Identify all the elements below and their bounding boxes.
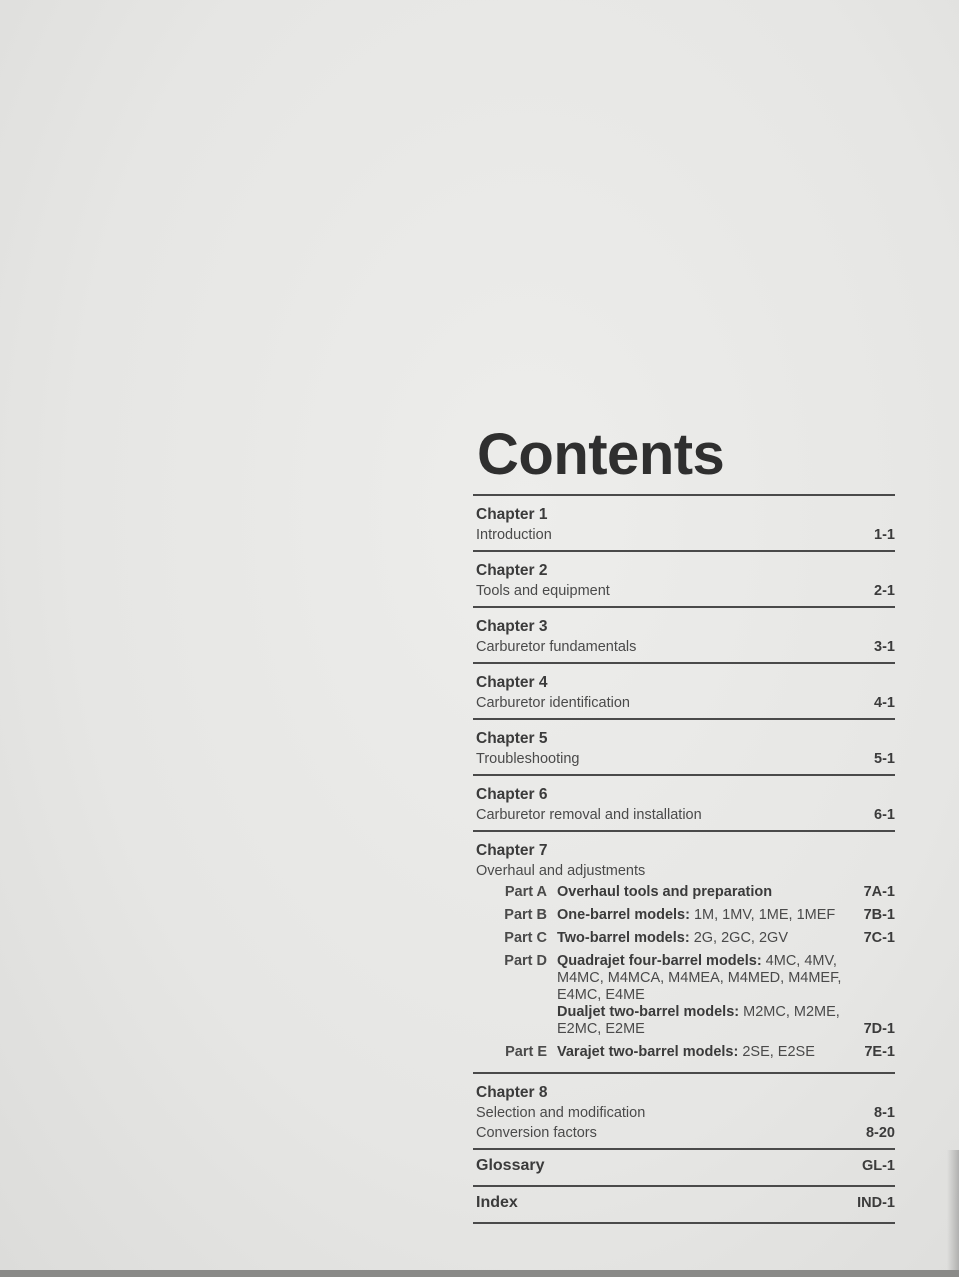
page-number: 4-1 xyxy=(874,695,895,711)
part-label: Part A xyxy=(504,884,547,900)
chapter-heading: Chapter 4 xyxy=(476,674,548,691)
toc-entry xyxy=(476,525,895,545)
part-label: Part B xyxy=(504,907,547,923)
chapter-heading: Chapter 8 xyxy=(476,1084,548,1101)
chapter-topic: Selection and modification xyxy=(476,1105,646,1121)
part-description xyxy=(549,907,845,924)
chapter-list xyxy=(473,494,895,830)
chapter-section xyxy=(473,494,895,550)
page-number: 2-1 xyxy=(874,583,895,599)
page-number: 7B-1 xyxy=(863,907,895,923)
glossary-entry xyxy=(473,1148,895,1185)
page-number: 7C-1 xyxy=(863,930,895,946)
part-entry xyxy=(476,907,895,924)
chapter-topic: Overhaul and adjustments xyxy=(476,863,646,879)
part-description xyxy=(549,953,845,1038)
chapter-topic: Carburetor fundamentals xyxy=(476,639,637,655)
toc-entry xyxy=(476,581,895,601)
page-number: 6-1 xyxy=(874,807,895,823)
toc-entry xyxy=(476,693,895,713)
part-label: Part D xyxy=(504,953,547,969)
toc-entry xyxy=(476,1123,895,1143)
page-number: IND-1 xyxy=(857,1195,895,1211)
page-number: 1-1 xyxy=(874,527,895,543)
chapter-heading: Chapter 1 xyxy=(476,506,548,523)
part-title: One-barrel models: xyxy=(557,907,690,923)
chapter-7-parts xyxy=(476,884,895,1061)
part-models: 2G, 2GC, 2GV xyxy=(689,930,788,946)
index-label: Index xyxy=(476,1194,518,1211)
glossary-label: Glossary xyxy=(476,1157,545,1174)
page-number: 5-1 xyxy=(874,751,895,767)
toc-entry xyxy=(476,749,895,769)
part-title: Two-barrel models: xyxy=(557,930,690,946)
chapter-section xyxy=(473,774,895,830)
page-number: GL-1 xyxy=(861,1158,895,1174)
page-number: 8-1 xyxy=(874,1105,895,1121)
page-number: 7A-1 xyxy=(863,884,895,900)
scan-bottom-edge xyxy=(0,1270,959,1277)
chapter-heading: Chapter 7 xyxy=(476,842,548,859)
chapter-section xyxy=(473,606,895,662)
part-description xyxy=(549,1044,845,1061)
chapter-topic: Tools and equipment xyxy=(476,583,610,599)
page-number: 3-1 xyxy=(874,639,895,655)
part-models: M2MC, M2ME, E2MC, E2ME xyxy=(557,1004,840,1037)
chapter-topic: Introduction xyxy=(476,527,552,543)
chapter-heading: Chapter 3 xyxy=(476,618,548,635)
part-title: Varajet two-barrel models: xyxy=(557,1044,739,1060)
chapter-7-section xyxy=(473,830,895,1072)
table-of-contents xyxy=(473,420,895,1224)
page-number: 7D-1 xyxy=(863,1021,895,1037)
toc-entry xyxy=(476,1103,895,1123)
chapter-heading: Chapter 6 xyxy=(476,786,548,803)
page-number: 8-20 xyxy=(865,1125,895,1141)
part-title: Dualjet two-barrel models: xyxy=(557,1004,740,1020)
part-label: Part E xyxy=(505,1044,547,1060)
part-models: 2SE, E2SE xyxy=(738,1044,815,1060)
part-title: Quadrajet four-barrel models: xyxy=(557,953,762,969)
index-entry xyxy=(473,1185,895,1224)
chapter-topic: Carburetor identification xyxy=(476,695,630,711)
chapter-heading: Chapter 2 xyxy=(476,562,548,579)
part-description xyxy=(549,930,845,947)
chapter-topic: Troubleshooting xyxy=(476,751,580,767)
chapter-topic: Conversion factors xyxy=(476,1125,597,1141)
chapter-section xyxy=(473,662,895,718)
page-number: 7E-1 xyxy=(864,1044,895,1060)
part-entry xyxy=(476,1044,895,1061)
part-models: 4MC, 4MV, M4MC, M4MCA, M4MEA, M4MED, M4MEF, E4MC, E4ME xyxy=(557,953,842,1003)
part-models: 1M, 1MV, 1ME, 1MEF xyxy=(689,907,836,923)
part-entry xyxy=(476,930,895,947)
chapter-section xyxy=(473,550,895,606)
chapter-topic-row xyxy=(476,861,895,881)
chapter-section xyxy=(473,718,895,774)
chapter-heading: Chapter 5 xyxy=(476,730,548,747)
toc-entry xyxy=(476,637,895,657)
part-entry xyxy=(476,884,895,901)
toc-entry xyxy=(476,805,895,825)
chapter-topic: Carburetor removal and installation xyxy=(476,807,702,823)
page-edge-shadow xyxy=(947,1150,959,1270)
chapter-8-section xyxy=(473,1072,895,1148)
part-title: Overhaul tools and preparation xyxy=(557,884,773,900)
page-title: Contents xyxy=(477,422,725,487)
part-description xyxy=(549,884,845,901)
part-entry xyxy=(476,953,895,1038)
part-label: Part C xyxy=(504,930,547,946)
